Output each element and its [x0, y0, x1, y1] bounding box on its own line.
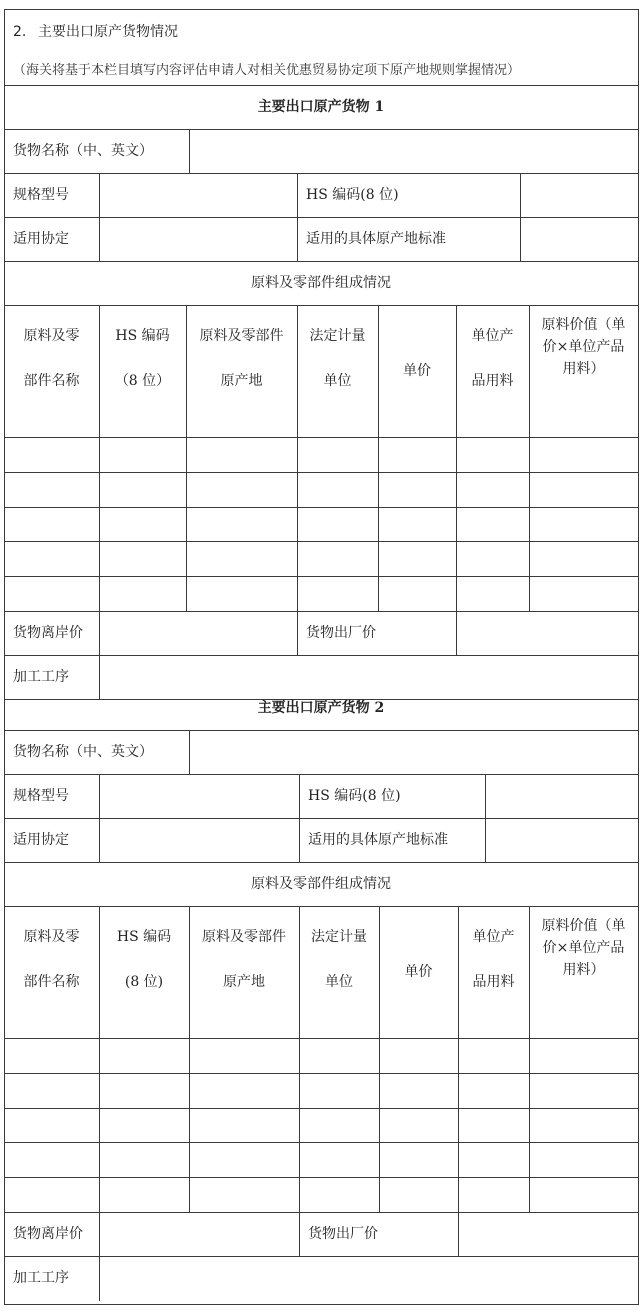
- col-material-name-line: 部件名称: [23, 974, 80, 990]
- col-material-name-line: 部件名称: [23, 373, 80, 389]
- table-bottom-border: [4, 1304, 639, 1305]
- material-cell[interactable]: [298, 473, 378, 507]
- goods-heading: 主要出口原产货物 2: [257, 700, 385, 716]
- material-cell[interactable]: [530, 542, 638, 576]
- material-cell[interactable]: [5, 1039, 99, 1073]
- material-cell[interactable]: [459, 1143, 529, 1177]
- col-unit-price: 单价: [404, 964, 433, 980]
- origin-criterion-field[interactable]: [486, 819, 638, 862]
- table-right-border: [638, 9, 639, 1305]
- hs-code-label: HS 编码(8 位): [306, 187, 399, 203]
- material-cell[interactable]: [457, 438, 529, 472]
- material-cell[interactable]: [190, 1143, 299, 1177]
- table-rule: [299, 1212, 300, 1257]
- processing-field[interactable]: [100, 1257, 638, 1300]
- material-cell[interactable]: [298, 438, 378, 472]
- material-cell[interactable]: [187, 508, 297, 542]
- col-unit-line: 单位: [323, 373, 352, 389]
- col-material-value-line: 价×单位产品: [542, 940, 625, 956]
- material-cell[interactable]: [190, 1074, 299, 1108]
- col-hs-code-line: HS 编码: [116, 929, 172, 945]
- agreement-label: 适用协定: [13, 832, 69, 848]
- col-usage-line: 单位产: [471, 328, 514, 344]
- col-material-value-line: 用料）: [562, 361, 605, 377]
- material-cell[interactable]: [379, 577, 456, 611]
- material-cell[interactable]: [379, 438, 456, 472]
- hs-code-field[interactable]: [521, 174, 638, 217]
- material-cell[interactable]: [5, 1143, 99, 1177]
- material-cell[interactable]: [530, 1109, 638, 1143]
- col-material-value-line: 用料）: [562, 962, 605, 978]
- col-unit-line: 单位: [325, 974, 353, 990]
- goods-name-label: 货物名称（中、英文）: [13, 744, 153, 760]
- material-cell[interactable]: [530, 508, 638, 542]
- material-cell[interactable]: [5, 577, 99, 611]
- processing-label: 加工工序: [13, 1270, 69, 1286]
- ex-works-price-label: 货物出厂价: [306, 625, 376, 641]
- fob-price-field[interactable]: [100, 1213, 299, 1256]
- section-number: 2.: [13, 24, 27, 40]
- material-cell[interactable]: [380, 1074, 458, 1108]
- material-cell[interactable]: [5, 542, 99, 576]
- row-rule: [4, 261, 639, 262]
- col-unit-line: 法定计量: [311, 929, 367, 945]
- material-cell[interactable]: [530, 577, 638, 611]
- agreement-field[interactable]: [100, 218, 297, 261]
- table-top-border: [4, 9, 639, 10]
- material-cell[interactable]: [100, 473, 186, 507]
- origin-criterion-field[interactable]: [521, 218, 638, 261]
- material-cell[interactable]: [187, 473, 297, 507]
- material-cell[interactable]: [459, 1039, 529, 1073]
- hs-code-label: HS 编码(8 位): [308, 788, 401, 804]
- processing-field[interactable]: [100, 656, 638, 699]
- col-unit-line: 法定计量: [309, 328, 366, 344]
- material-cell[interactable]: [530, 1039, 638, 1073]
- goods-name-field[interactable]: [190, 130, 638, 173]
- spec-label: 规格型号: [13, 788, 69, 804]
- material-cell[interactable]: [298, 542, 378, 576]
- material-cell[interactable]: [300, 1109, 379, 1143]
- material-cell[interactable]: [187, 577, 297, 611]
- goods-name-field[interactable]: [190, 731, 638, 774]
- hs-code-field[interactable]: [486, 775, 638, 818]
- material-cell[interactable]: [5, 473, 99, 507]
- origin-criterion-label: 适用的具体原产地标准: [306, 231, 446, 247]
- goods-name-label: 货物名称（中、英文）: [13, 143, 153, 159]
- processing-label: 加工工序: [13, 669, 69, 685]
- col-unit-price: 单价: [403, 363, 431, 379]
- ex-works-price-label: 货物出厂价: [308, 1226, 378, 1242]
- material-cell[interactable]: [5, 1178, 99, 1212]
- material-cell[interactable]: [5, 1074, 99, 1108]
- fob-price-label: 货物离岸价: [13, 625, 83, 641]
- material-cell[interactable]: [457, 508, 529, 542]
- material-cell[interactable]: [298, 577, 378, 611]
- materials-heading: 原料及零部件组成情况: [251, 275, 391, 291]
- agreement-label: 适用协定: [13, 231, 69, 247]
- col-usage-line: 品用料: [472, 974, 515, 990]
- material-cell[interactable]: [380, 1109, 458, 1143]
- material-cell[interactable]: [459, 1074, 529, 1108]
- spec-field[interactable]: [100, 775, 299, 818]
- col-usage-line: 品用料: [471, 373, 514, 389]
- material-cell[interactable]: [379, 473, 456, 507]
- material-cell[interactable]: [300, 1074, 379, 1108]
- material-cell[interactable]: [187, 542, 297, 576]
- material-cell[interactable]: [459, 1178, 529, 1212]
- col-material-value-line: 原料价值（单: [541, 918, 626, 934]
- material-cell[interactable]: [187, 438, 297, 472]
- col-material-name-line: 原料及零: [23, 328, 80, 344]
- col-material-value-line: 价×单位产品: [542, 339, 625, 355]
- col-material-origin-line: 原料及零部件: [199, 328, 284, 344]
- spec-label: 规格型号: [13, 187, 69, 203]
- material-cell[interactable]: [379, 508, 456, 542]
- material-cell[interactable]: [530, 438, 638, 472]
- material-cell[interactable]: [530, 473, 638, 507]
- material-cell[interactable]: [100, 1178, 189, 1212]
- material-cell[interactable]: [457, 473, 529, 507]
- col-hs-code-line: (8 位): [124, 974, 164, 990]
- fob-price-field[interactable]: [100, 612, 297, 655]
- col-material-origin-line: 原产地: [220, 373, 263, 389]
- material-cell[interactable]: [5, 508, 99, 542]
- material-cell[interactable]: [190, 1039, 299, 1073]
- material-cell[interactable]: [100, 1039, 189, 1073]
- material-cell[interactable]: [100, 577, 186, 611]
- col-material-name-line: 原料及零: [23, 929, 80, 945]
- material-cell[interactable]: [379, 542, 456, 576]
- material-cell[interactable]: [100, 438, 186, 472]
- col-material-origin-line: 原产地: [223, 974, 265, 990]
- col-hs-code-line: HS 编码: [115, 328, 170, 344]
- ex-works-price-field[interactable]: [459, 1213, 638, 1256]
- material-cell[interactable]: [459, 1109, 529, 1143]
- material-cell[interactable]: [190, 1109, 299, 1143]
- material-cell[interactable]: [298, 508, 378, 542]
- row-rule: [4, 862, 639, 863]
- ex-works-price-field[interactable]: [457, 612, 638, 655]
- agreement-field[interactable]: [100, 819, 299, 862]
- material-cell[interactable]: [530, 1178, 638, 1212]
- materials-heading: 原料及零部件组成情况: [251, 876, 391, 892]
- material-cell[interactable]: [530, 1074, 638, 1108]
- material-cell[interactable]: [100, 508, 186, 542]
- material-cell[interactable]: [190, 1178, 299, 1212]
- material-cell[interactable]: [380, 1143, 458, 1177]
- section-note: （海关将基于本栏目填写内容评估申请人对相关优惠贸易协定项下原产地规则掌握情况）: [13, 63, 521, 78]
- material-cell[interactable]: [530, 1143, 638, 1177]
- material-cell[interactable]: [100, 1143, 189, 1177]
- col-usage-line: 单位产: [472, 929, 515, 945]
- col-material-origin-line: 原料及零部件: [202, 929, 286, 945]
- section-header-rule: [4, 85, 639, 86]
- goods-heading: 主要出口原产货物 1: [257, 99, 385, 115]
- material-cell[interactable]: [380, 1039, 458, 1073]
- material-cell[interactable]: [5, 1109, 99, 1143]
- material-cell[interactable]: [457, 577, 529, 611]
- material-cell[interactable]: [100, 1074, 189, 1108]
- table-rule: [297, 611, 298, 656]
- material-cell[interactable]: [100, 542, 186, 576]
- fob-price-label: 货物离岸价: [13, 1226, 83, 1242]
- spec-field[interactable]: [100, 174, 297, 217]
- material-cell[interactable]: [300, 1039, 379, 1073]
- col-material-value-line: 原料价值（单: [541, 317, 626, 333]
- col-hs-code-line: （8 位）: [114, 373, 171, 389]
- material-cell[interactable]: [380, 1178, 458, 1212]
- origin-criterion-label: 适用的具体原产地标准: [308, 832, 448, 848]
- material-cell[interactable]: [457, 542, 529, 576]
- section-title: 主要出口原产货物情况: [38, 24, 178, 40]
- material-cell[interactable]: [5, 438, 99, 472]
- material-cell[interactable]: [300, 1178, 379, 1212]
- material-cell[interactable]: [100, 1109, 189, 1143]
- material-cell[interactable]: [300, 1143, 379, 1177]
